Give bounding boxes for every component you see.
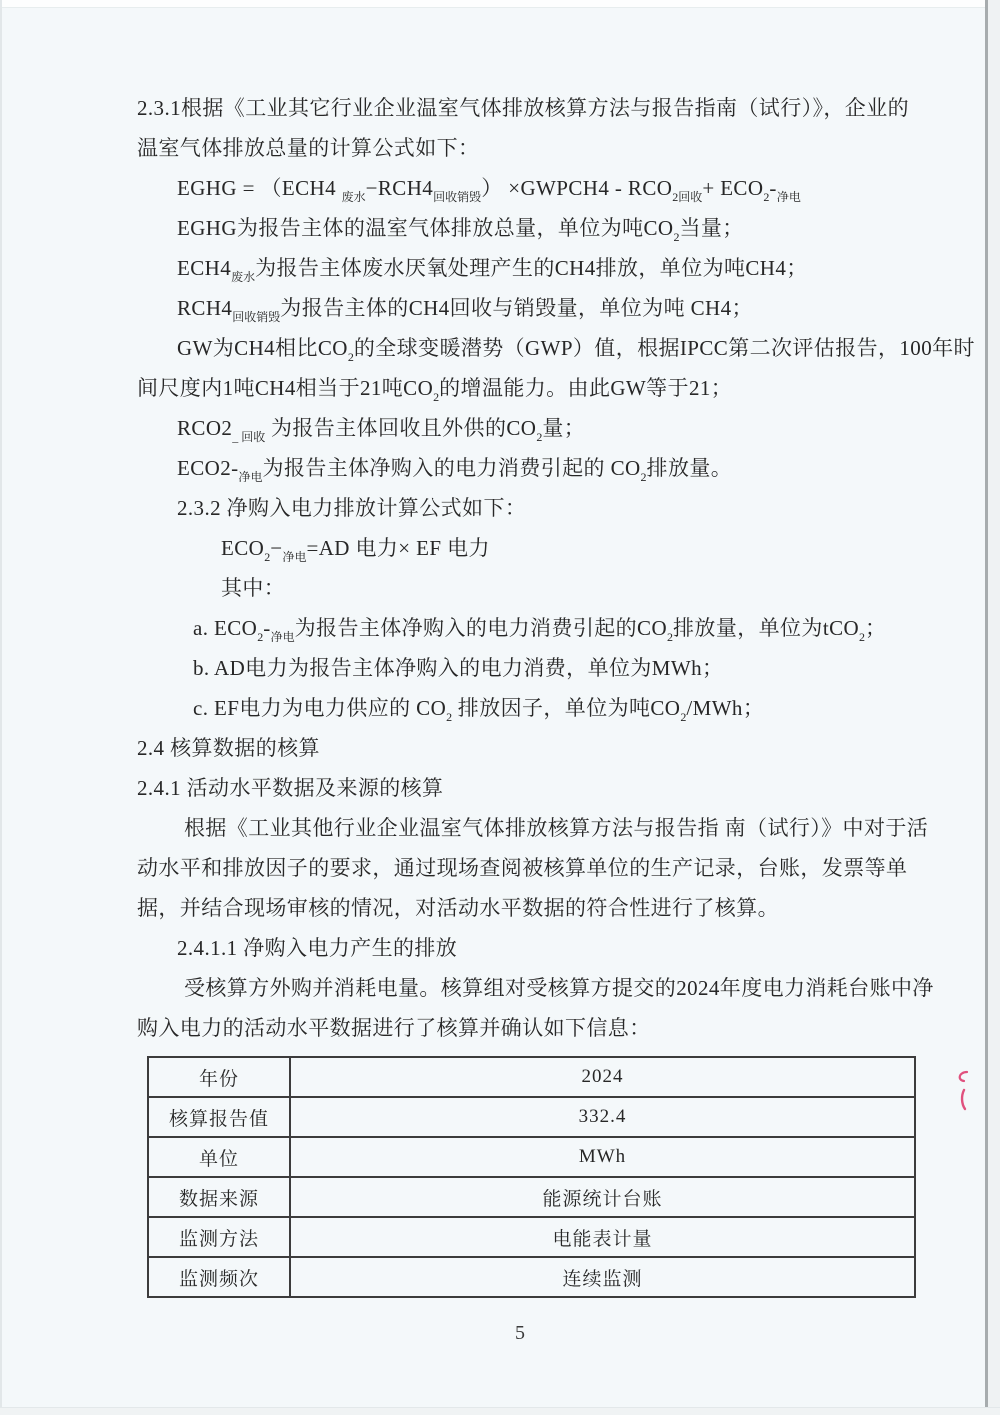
text-segment: - [769,176,777,200]
text-segment: ECO [221,536,265,560]
text-segment: 2.3.2 净购入电力排放计算公式如下： [177,496,527,520]
text-segment: b. AD电力为报告主体净购入的电力消费，单位为MWh； [193,656,724,680]
text-segment: 2.4 核算数据的核算 [137,736,320,760]
text-segment: 当量； [679,216,744,240]
text-segment: - [263,616,271,640]
table-value-cell: 电能表计量 [290,1217,915,1257]
text-segment: 为报告主体回收且外供的CO [265,416,537,440]
table-label-cell: 核算报告值 [148,1097,290,1137]
text-line-8 [0,368,1000,408]
text-segment: =AD 电力× EF 电力 [306,536,490,560]
text-subscript: 回收销毁 [232,310,281,324]
text-segment: 的增温能力。由此GW等于21； [439,376,733,400]
table-value-cell: 2024 [290,1057,915,1097]
text-line-17 [0,728,1000,768]
text-segment: 据，并结合现场审核的情况，对活动水平数据的符合性进行了核算。 [137,896,779,920]
text-subscript: 2 [347,350,354,364]
text-subscript: 净电 [282,550,307,564]
text-line-16 [0,688,1000,728]
text-segment: ECH4 [177,256,232,280]
page-number: 5 [515,1322,525,1344]
text-segment: RCO2 [177,416,233,440]
text-segment: − [270,536,283,560]
table-label-cell: 单位 [148,1137,290,1177]
text-line-20 [0,848,1000,888]
text-subscript: 2 [257,630,264,644]
text-line-4 [0,208,1000,248]
text-subscript: 2 [667,630,674,644]
text-subscript: 2回收 [672,190,703,204]
text-subscript: 回收销毁 [433,190,482,204]
red-pen-mark-icon [954,1068,974,1116]
text-segment: /MWh； [686,696,765,720]
text-line-5 [0,248,1000,288]
text-line-18 [0,768,1000,808]
text-line-14 [0,608,1000,648]
text-subscript: _ 回收 [232,430,266,444]
text-line-2 [0,128,1000,168]
text-subscript: 2 [673,230,680,244]
table-row [148,1217,915,1257]
table-label-cell: 数据来源 [148,1177,290,1217]
text-segment: 间尺度内1吨CH4相当于21吨CO [137,376,434,400]
text-line-3 [0,168,1000,208]
text-segment: a. ECO [193,616,258,640]
text-subscript: 2 [763,190,770,204]
table-row [148,1137,915,1177]
text-segment: EGHG为报告主体的温室气体排放总量，单位为吨CO [177,216,674,240]
text-segment: 为报告主体净购入的电力消费引起的 CO [262,456,641,480]
table-row [148,1097,915,1137]
text-subscript: 2 [433,390,440,404]
text-segment: + ECO [702,176,764,200]
table-value-cell: 332.4 [290,1097,915,1137]
text-subscript: 废水 [231,270,256,284]
text-segment: 受核算方外购并消耗电量。核算组对受核算方提交的2024年度电力消耗台账中净 [184,976,934,1000]
text-subscript: 2 [680,710,687,724]
text-subscript: 净电 [238,470,263,484]
text-subscript: 废水 [341,190,366,204]
document-body [0,88,1000,1048]
text-subscript: 2 [536,430,543,444]
text-subscript: 2 [446,710,453,724]
table-value-cell: 连续监测 [290,1257,915,1297]
text-segment: 其中： [221,576,286,600]
text-segment: EGHG = （ECH4 [177,176,342,200]
table-row [148,1057,915,1097]
text-segment: 2.3.1根据《工业其它行业企业温室气体排放核算方法与报告指南（试行）》，企业的 [137,96,909,120]
text-subscript: 净电 [776,190,801,204]
text-line-24 [0,1008,1000,1048]
text-segment: ECO2- [177,456,239,480]
text-line-21 [0,888,1000,928]
text-segment: RCH4 [177,296,233,320]
text-segment: −RCH4 [365,176,434,200]
text-segment: 为报告主体废水厌氧处理产生的CH4排放，单位为吨CH4； [255,256,808,280]
text-line-11 [0,488,1000,528]
text-segment: c. EF电力为电力供应的 CO [193,696,447,720]
text-line-7 [0,328,1000,368]
text-line-9 [0,408,1000,448]
table-label-cell: 年份 [148,1057,290,1097]
text-subscript: 净电 [270,630,295,644]
text-line-12 [0,528,1000,568]
text-segment: 根据《工业其他行业企业温室气体排放核算方法与报告指 南（试行）》中对于活 [184,816,929,840]
text-line-23 [0,968,1000,1008]
text-segment: ） ×GWPCH4 - RCO [481,176,673,200]
text-segment: 2.4.1 活动水平数据及来源的核算 [137,776,444,800]
text-segment: 排放量。 [646,456,733,480]
text-segment: 量； [542,416,586,440]
table-row [148,1257,915,1297]
text-segment: 的全球变暖潜势（GWP）值，根据IPCC第二次评估报告，100年时 [353,336,975,360]
text-subscript: 2 [859,630,866,644]
table-value-cell: 能源统计台账 [290,1177,915,1217]
text-segment: 动水平和排放因子的要求，通过现场查阅被核算单位的生产记录，台账，发票等单 [137,856,908,880]
table-row [148,1177,915,1217]
table-label-cell: 监测方法 [148,1217,290,1257]
text-line-10 [0,448,1000,488]
table-value-cell: MWh [290,1137,915,1177]
text-line-15 [0,648,1000,688]
text-line-22 [0,928,1000,968]
text-line-13 [0,568,1000,608]
info-table-body [148,1057,915,1297]
text-subscript: 2 [264,550,271,564]
text-line-19 [0,808,1000,848]
text-segment: 为报告主体净购入的电力消费引起的CO [294,616,668,640]
text-subscript: 2 [640,470,647,484]
table-label-cell: 监测频次 [148,1257,290,1297]
text-line-1 [0,88,1000,128]
text-segment: GW为CH4相比CO [177,336,348,360]
text-segment: 2.4.1.1 净购入电力产生的排放 [177,936,458,960]
text-line-6 [0,288,1000,328]
text-segment: 排放因子，单位为吨CO [452,696,681,720]
text-segment: 温室气体排放总量的计算公式如下： [137,136,480,160]
activity-data-table [147,1056,916,1298]
text-segment: 排放量，单位为tCO [673,616,860,640]
text-segment: 为报告主体的CH4回收与销毁量，单位为吨 CH4； [280,296,753,320]
text-segment: ； [865,616,887,640]
text-segment: 购入电力的活动水平数据进行了核算并确认如下信息： [137,1016,651,1040]
